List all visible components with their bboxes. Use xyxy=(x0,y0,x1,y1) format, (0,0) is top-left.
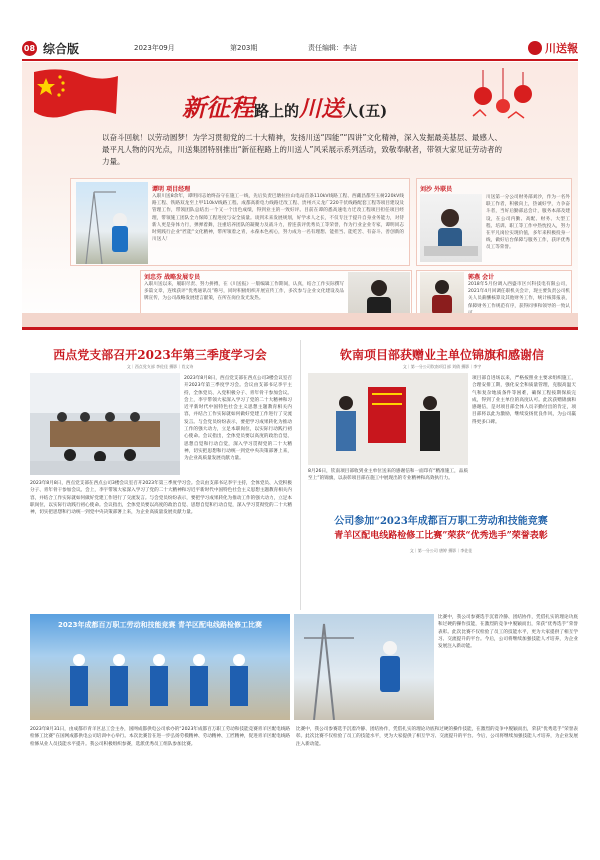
profile-text: 2018年5月份调入西盛市区兴科技电有限公司，2021年4月回调任职机关会计，现主要负责公司机关人员薪酬核算及其他财务工作，统计核算报表，保障财务工作规范有序，获得同事和领导的一致认 xyxy=(468,282,570,309)
profile-text: 入职川送8余年，谭明同志始终奋守在施工一线，先后负责巴塘拉拉山电站首条110kV线路工程、西藏昌都至玉树220kV线路工程、铁路双龙至上甲110kV线路工程、成都高新电力线路迁改工程、贵州兴义龙广220千伏线路配套工程等项目建设及管理工作，带领团队总结出一个又一个出色成绩，得到业主的一致好评。目前在谭的悉高速电力迁改工程项目担任项目经理，带领施工团队全力保障工程进度与安全质量。谈到未来发展规划，好学求人之长，不仅专注于提升自身业务能力，对待新人更是身体力行，弹弹着舞，注重培养团队的凝聚力及战斗力，曾连获评优秀员工等荣誉，作为行业企业专家，谭明同志时刻践行企业“匠能”文化精神，带所领着之青，永葆本色初心，努力成为一名有理想、能担当、能吃苦、有奋斗、善创新的川送人！ xyxy=(152,194,404,243)
article-body: 2023年8月31日，由成都市青羊区总工会主办，国网成都供电公司承办的“2023年成都百万职工劳动和技能竞赛青羊区配电线路检修工比赛”在国网成都供电公司培训中心举行。本次比赛旨在进一步弘扬劳模精神、劳动精神、工匠精神，促进青羊区配电线路检修从业人员技能水平提升。我公司积极组织参赛，选派优秀员工组队参加比赛。 xyxy=(30,727,290,747)
banner-title xyxy=(182,88,387,123)
header-rule xyxy=(22,59,578,61)
issue-date: 2023年09月 xyxy=(134,44,175,52)
award-ceremony-photo-icon xyxy=(308,373,468,465)
banner-intro: 以奋斗回航！以劳动圆梦！为学习贯彻党的二十大精神，发扬川送“四能”“四讲”文化精神，深入发掘最美基层、最感人、最平凡人物的闪光点，川送集团特别推出“新征程路上的川送人”风采展示系列活动，致敬奉献者，带领大家见证劳动者的力量。 xyxy=(102,133,502,166)
article-title: 西点党支部召开2023年第三季度学习会 xyxy=(53,348,267,362)
article-photo xyxy=(30,373,180,475)
red-flag-icon xyxy=(30,68,120,128)
banner-title-part3: 川送 xyxy=(299,96,344,122)
article-photo xyxy=(30,614,290,720)
worker-photo-icon xyxy=(76,182,148,264)
article-body-continued: 比赛中，我公司参赛选手沉着冷静、团结协作，凭借扎实的理论功底和过硬的操作技能，在激烈的竞争中脱颖而出，荣获“优秀选手”荣誉表彰。此次比赛不仅检验了员工的技能水平，更为大家提供了相互学习、交流提升的平台。今后，公司将继续加强技能人才培养，为企业发展注入新动能。 xyxy=(296,727,578,747)
section-name: 综合版 xyxy=(43,41,80,56)
photo-banner-text: 2023年成都百万职工劳动和技能竞赛 青羊区配电线路检修工比赛 xyxy=(58,621,262,629)
article-body: 2023年8月8日，西点党支部在西点公司3楼会议室召开2023年第三季度学习会。会议由支部书记李宇主持，全体党员、入党积极分子、青年骨干参加会议。会上，李宇带领大家深入学习了党的二十大精神和习近平新时代中国特色社会主义思想主题教育相关内容，并结合工作实际就如何做好党建工作进行了交流发言。与会党员纷纷表示，要把学习成果转化为推动工作的强大动力，立足本职岗位，以实际行动践行初心使命。会议指出，全体党员要以高度的政治自觉、思想自觉和行动自觉，深入学习贯彻党的二十大精神，切实把思想和行动统一到党中央决策部署上来，为企业高质量发展贡献力量。 xyxy=(184,376,292,462)
banner-skyline xyxy=(22,313,578,327)
page-number: 08 xyxy=(22,41,37,56)
profile-name: 谭明 项目经理 xyxy=(152,186,191,193)
article-byline: 文｜第一分公司 唐婷 摄影｜李佐佳 xyxy=(409,548,473,553)
profile-text: 入职川送以来，履职尽责、努力拼搏，在《川送报》一版编辑工作期间，认真，结合工作实际撰写多篇文章，连续获评“优秀通讯员”称号，同时积极组织开展宣传工作，多次参与企业文化建设及品牌宣传，为公司战略发展建言献策，在所在岗位发光发热。 xyxy=(144,282,344,302)
profile-photo xyxy=(348,272,410,318)
logo-emblem-icon xyxy=(528,41,542,55)
article-title: 钦南项目部获赠业主单位锦旗和感谢信 xyxy=(339,348,544,362)
logo-text: 川送報 xyxy=(545,42,578,55)
article-byline: 文｜第一分公司钦南项目部 刘倩 摄影｜李宇 xyxy=(402,364,482,369)
competition-team-photo-icon xyxy=(30,614,290,720)
person-photo-icon xyxy=(348,272,410,318)
banner-title-part1: 新征程 xyxy=(182,93,254,122)
office-worker-photo-icon xyxy=(420,194,482,262)
editor-name: 责任编辑：李洁 xyxy=(308,44,358,52)
profile-photo xyxy=(420,194,482,262)
article-photo xyxy=(308,373,468,465)
page-header xyxy=(22,38,578,58)
lineworker-photo-icon xyxy=(294,614,434,720)
banner-title-part5: (五) xyxy=(358,102,388,120)
column-divider xyxy=(300,340,301,610)
profile-name: 郭燕 会计 xyxy=(468,274,495,281)
article-title-line2: 青羊区配电线路检修工比赛”荣获“优秀选手”荣誉表彰 xyxy=(334,531,548,541)
profile-name: 刘沙 外联员 xyxy=(420,186,453,193)
banner-title-part2: 路上的 xyxy=(254,102,300,120)
newspaper-logo xyxy=(528,40,578,56)
profile-photo xyxy=(76,182,148,264)
festive-decoration-icon xyxy=(468,66,538,121)
photo-caption: 8月26日，钦南项目部收到业主单位送来的感谢信和一面印有“精准施工，品质至上”的锦旗，以表彰项目部在施工中展现出的专业精神和高效执行力。 xyxy=(308,469,468,482)
profile-text: 川送第一分公司财务部刘沙，作为一名外联工作者，积极向上，热诚好学，力争奋斗者，当好后勤部总会计，服务本部及建设，在公司内勤、高配、财务、大型工程、培训、职工等工作中热忱投入，努力在平凡岗位实现价值，多年来积极投身一线，做好后台保障与服务工作，获评优秀员工等荣誉。 xyxy=(486,195,570,251)
profile-photo xyxy=(420,272,464,318)
article-body: 项目部自进场以来，严格按照业主要求组织施工，合理安排工期，强化安全和质量管理，克服高温天气和复杂地质条件等困难，确保工程按期保质完成，得到了业主单位的高度认可。此次获赠锦旗和感谢信，是对项目部全体人员辛勤付出的肯定，项目部将以此为激励，继续发扬优良作风，为公司赢得更多口碑。 xyxy=(472,376,576,425)
article-title-line1: 公司参加“2023年成都百万职工劳动和技能竞赛 xyxy=(334,516,548,527)
profile-name: 刘忠芬 战略发展专员 xyxy=(144,274,201,281)
accountant-photo-icon xyxy=(420,272,464,318)
feature-banner xyxy=(22,62,578,330)
article-byline: 文｜西点党支部 李佐佳 摄影｜肖文诗 xyxy=(126,364,194,369)
article-body: 比赛中，我公司参赛选手沉着冷静、团结协作，凭借扎实的理论功底和过硬的操作技能，在激烈的竞争中脱颖而出，荣获“优秀选手”荣誉表彰。此次比赛不仅检验了员工的技能水平，更为大家提供了相互学习、交流提升的平台。今后，公司将继续加强技能人才培养，为企业发展注入新动能。 xyxy=(438,615,578,650)
article-photo xyxy=(294,614,434,720)
meeting-room-photo-icon xyxy=(30,373,180,475)
article-body-continued: 2023年8月8日，西点党支部在西点公司3楼会议室召开2023年第三季度学习会。会议由支部书记李宇主持，全体党员、入党积极分子、青年骨干参加会议。会上，李宇带领大家深入学习了党的二十大精神和习近平新时代中国特色社会主义思想主题教育相关内容，并结合工作实际就如何做好党建工作进行了交流发言。与会党员纷纷表示，要把学习成果转化为推动工作的强大动力，立足本职岗位，以实际行动践行初心使命。会议指出，全体党员要以高度的政治自觉、思想自觉和行动自觉，深入学习贯彻党的二十大精神，切实把思想和行动统一到党中央决策部署上来，为企业高质量发展贡献力量。 xyxy=(30,481,292,516)
banner-title-part4: 人 xyxy=(343,102,359,120)
issue-number: 第203期 xyxy=(230,44,258,52)
